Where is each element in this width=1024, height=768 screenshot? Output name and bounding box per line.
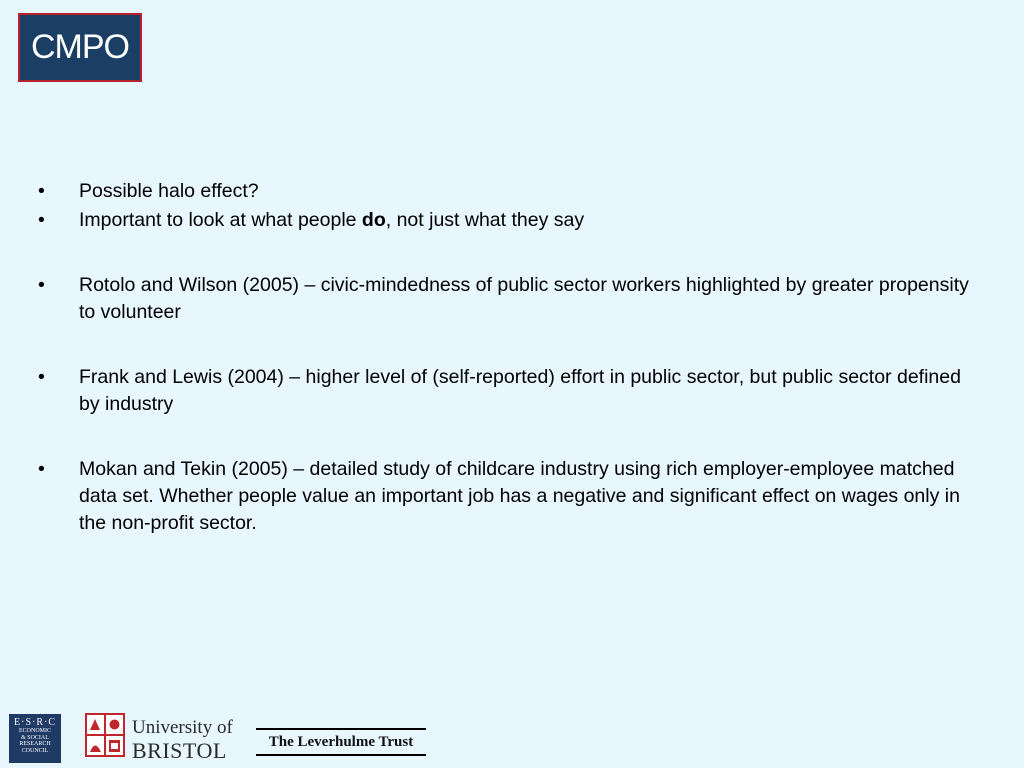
- bullet-text: Possible halo effect?: [79, 180, 259, 202]
- leverhulme-logo: [256, 728, 426, 756]
- bristol-logo: [84, 712, 234, 764]
- esrc-logo-line: ECONOMIC: [18, 728, 51, 734]
- bristol-logo-line1: University of: [132, 717, 233, 738]
- bristol-crest-icon: [84, 712, 126, 758]
- bullet-text: [79, 207, 976, 234]
- bullet-text-bold: do: [361, 209, 386, 231]
- bullet-dot: •: [38, 274, 45, 296]
- bullet-dot: •: [38, 209, 45, 231]
- bullet-dot: •: [38, 458, 45, 480]
- bristol-logo-line2: BRISTOL: [132, 738, 227, 763]
- slide-content: [36, 178, 976, 537]
- bullet-dot: •: [38, 366, 45, 388]
- leverhulme-logo-text: The Leverhulme Trust: [268, 733, 414, 750]
- esrc-logo-line: RESEARCH: [19, 741, 51, 747]
- bullet-item: [36, 178, 976, 205]
- bullet-item: [36, 456, 976, 537]
- bullet-item: [36, 207, 976, 234]
- bullet-dot: •: [38, 180, 45, 202]
- bullet-text: Mokan and Tekin (2005) – detailed study of childcare industry using rich employer-employee matched data set. Whether people value an important job has a negative and significant effect on wages only in the non-profit sector.: [79, 458, 960, 534]
- bullet-text: Frank and Lewis (2004) – higher level of (self-reported) effort in public sector, but public sector defined by industry: [79, 366, 961, 415]
- esrc-logo: [9, 714, 61, 763]
- bullet-text-post: , not just what they say: [385, 209, 585, 231]
- bullet-text: Rotolo and Wilson (2005) – civic-mindedness of public sector workers highlighted by greater propensity to volunteer: [79, 274, 969, 323]
- esrc-logo-line: COUNCIL: [21, 747, 49, 754]
- footer-logos: [0, 706, 440, 768]
- cmpo-logo-text: CMPO: [31, 28, 129, 66]
- bullet-text-pre: Important to look at what people: [79, 209, 362, 231]
- esrc-logo-initials: E·S·R·C: [14, 717, 56, 728]
- cmpo-logo: [18, 13, 142, 82]
- bullet-item: [36, 272, 976, 326]
- bullet-item: [36, 364, 976, 418]
- esrc-logo-line: & SOCIAL: [21, 734, 49, 741]
